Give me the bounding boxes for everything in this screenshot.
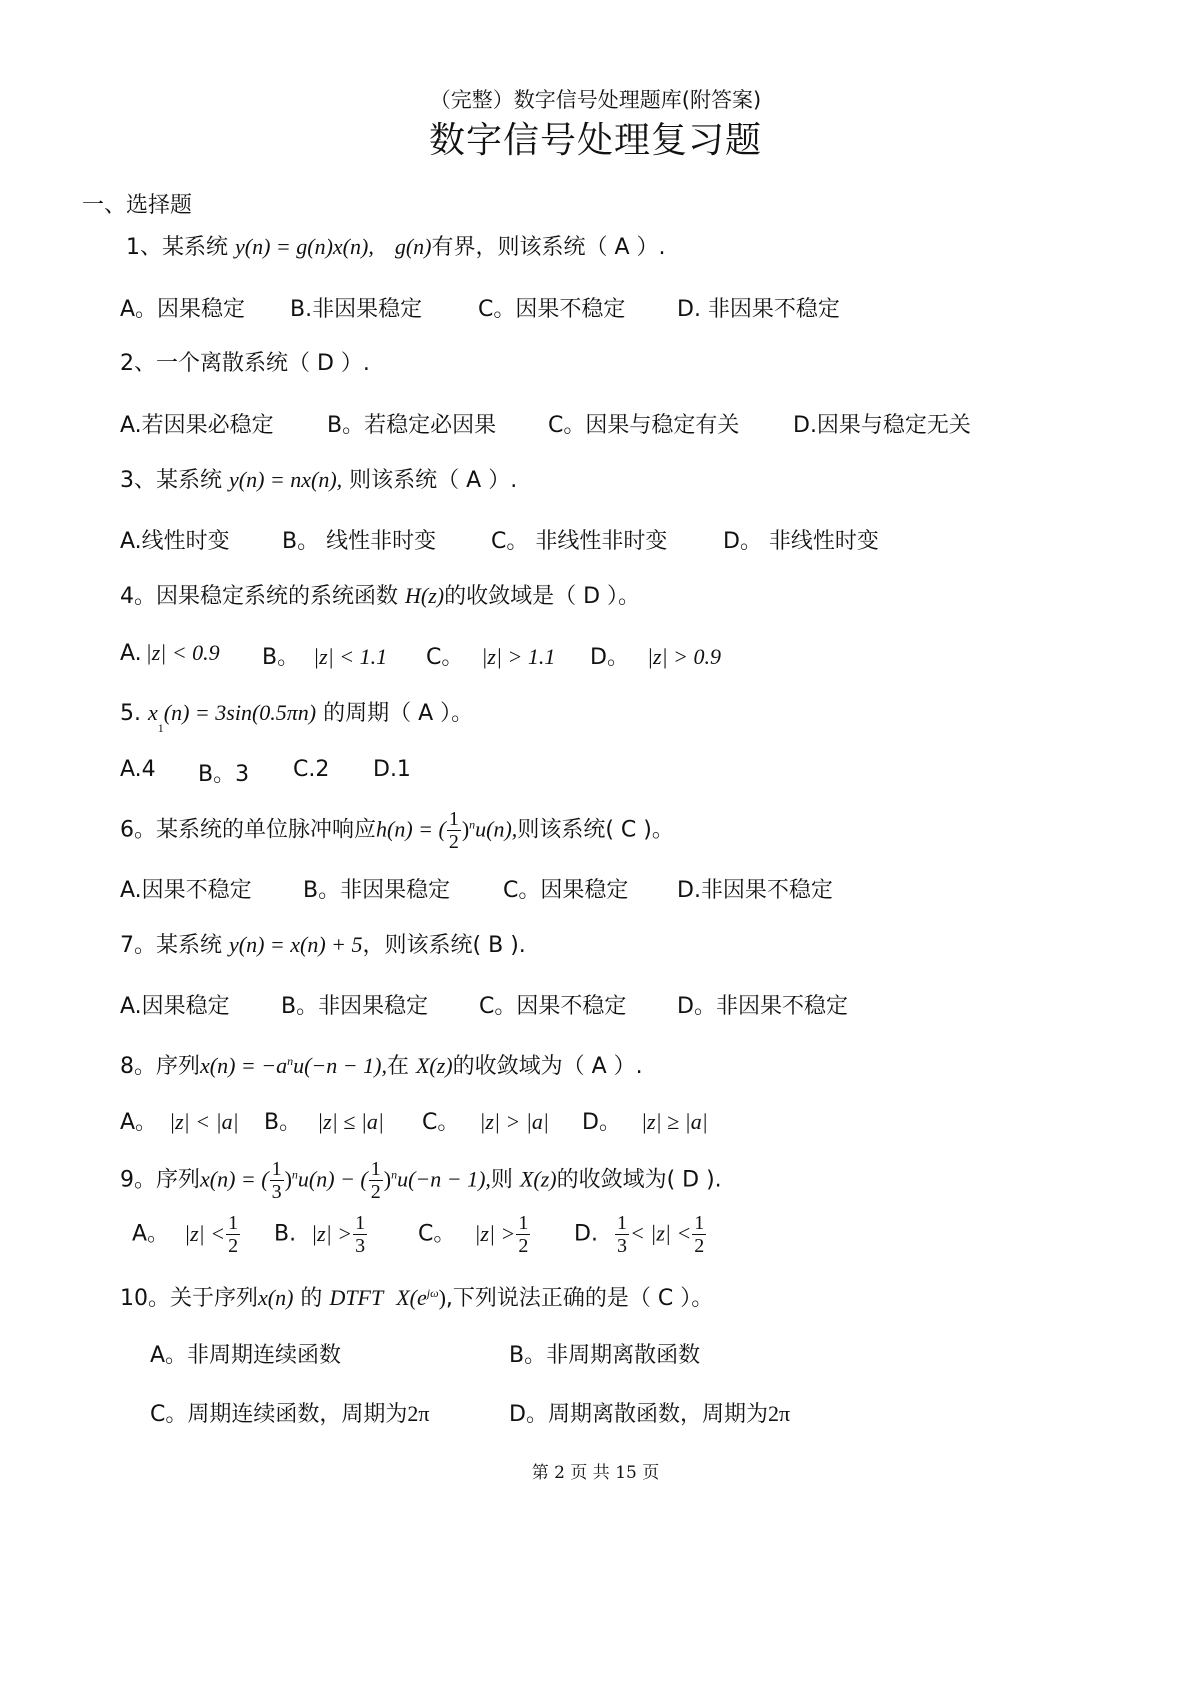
q1-option-a: A。因果稳定 [120, 297, 246, 322]
q10-option-d: D。周期离散函数，周期为2π [509, 1401, 791, 1427]
q2-option-d: D.因果与稳定无关 [793, 413, 971, 438]
q7-option-a: A.因果稳定 [120, 994, 230, 1019]
q1-formula: y(n) = g(n)x(n), [235, 234, 374, 259]
q1-option-b: B.非因果稳定 [290, 297, 423, 322]
q3-option-d: D。 非线性时变 [723, 529, 879, 554]
q1-prefix: 1、某系统 [126, 235, 228, 260]
q6-fraction: $\frac{1}{2}$ [448, 808, 459, 853]
question-7 [120, 930, 526, 961]
q9-suffix: 的收敛域为( D ). [556, 1167, 722, 1193]
section-heading: 一、选择题 [82, 193, 193, 218]
q3-option-b: B。 线性非时变 [282, 529, 437, 554]
q10-option-c: C。周期连续函数，周期为2π [150, 1401, 430, 1427]
question-2: 2、一个离散系统（ D ）. [120, 351, 370, 376]
q3-option-a: A.线性时变 [120, 529, 230, 554]
q5-option-a: A.4 [120, 757, 156, 782]
q4-option-b-formula: |z| < 1.1 [313, 644, 388, 669]
q8-prefix: 8。序列 [120, 1054, 200, 1079]
q5-option-d: D.1 [373, 757, 411, 782]
q4-option-b: B。 |z| < 1.1 [262, 644, 388, 670]
q8-option-a: A。 |z| < |a| [120, 1109, 239, 1135]
q1-suffix: 有界，则该系统（ A ）. [431, 235, 666, 260]
q9-option-d: D. $\frac{1}{3}$ < |z| < $\frac{1}{2}$ [574, 1212, 705, 1257]
q7-option-d: D。非因果不稳定 [677, 994, 848, 1019]
q9-option-b: B. |z| > $\frac{1}{3}$ [274, 1212, 366, 1257]
q6-suffix: 则该系统( C )。 [517, 817, 674, 843]
q3-formula: y(n) = nx(n), [229, 467, 343, 492]
q6-option-b: B。非因果稳定 [303, 878, 451, 903]
q3-suffix: 则该系统（ A ）. [342, 468, 518, 493]
q7-option-b: B。非因果稳定 [281, 994, 429, 1019]
q8-option-b-formula: |z| ≤ |a| [317, 1109, 384, 1134]
q6-option-d: D.非因果不稳定 [677, 878, 833, 903]
q1-cond: g(n) [394, 234, 432, 259]
q8-option-d-formula: |z| ≥ |a| [640, 1109, 708, 1134]
q4-option-a-formula: |z| < 0.9 [145, 640, 220, 665]
q4-prefix: 4。因果稳定系统的系统函数 [120, 584, 398, 609]
q4-option-d: D。 |z| > 0.9 [590, 644, 721, 670]
question-4 [120, 581, 640, 612]
page-title: 数字信号处理复习题 [428, 120, 762, 161]
q10-prefix: 10。关于序列 [120, 1286, 258, 1311]
q6-prefix: 6。某系统的单位脉冲响应 [120, 817, 376, 843]
document-title: （完整）数字信号处理题库(附答案) [429, 88, 762, 112]
q1-option-d: D. 非因果不稳定 [677, 297, 840, 322]
q7-option-c: C。因果不稳定 [479, 994, 627, 1019]
q2-option-c: C。因果与稳定有关 [548, 413, 740, 438]
q5-suffix: 的周期（ A ）。 [323, 701, 474, 726]
q2-option-a: A.若因果必稳定 [120, 413, 274, 438]
q7-suffix: ，则该系统( B ). [362, 933, 526, 958]
q8-option-c-formula: |z| > |a| [479, 1109, 549, 1134]
q10-option-b: B。非周期离散函数 [509, 1343, 701, 1368]
question-6: 6。某系统的单位脉冲响应h(n) = ( $\frac{1}{2}$ )$^n$u(n),则该系统( C )。 [120, 808, 674, 853]
q8-suffix: 的收敛域为（ A ）. [452, 1054, 643, 1079]
q8-option-c: C。 |z| > |a| [422, 1109, 549, 1135]
q4-option-d-formula: |z| > 0.9 [646, 644, 721, 669]
q4-option-c-formula: |z| > 1.1 [481, 644, 556, 669]
q5-option-c: C.2 [293, 757, 330, 782]
q5-option-b: B。3 [198, 762, 250, 787]
question-8: 8。序列$x(n) = -a^nu(-n - 1)$,在 X(z)的收敛域为（ A ）. [120, 1053, 643, 1079]
q4-option-c: C。 |z| > 1.1 [426, 644, 556, 670]
q4-option-a: A. |z| < 0.9 [120, 640, 220, 666]
q3-option-c: C。 非线性非时变 [491, 529, 668, 554]
q9-fraction-1: $\frac{1}{3}$ [271, 1158, 282, 1203]
question-1 [126, 232, 666, 263]
q10-suffix: ,下列说法正确的是（ C ）。 [445, 1286, 714, 1311]
q9-fraction-2: $\frac{1}{2}$ [370, 1158, 381, 1203]
q7-formula: y(n) = x(n) + 5 [229, 932, 363, 957]
q5-formula: (n) = 3sin(0.5πn) [163, 700, 317, 725]
q7-prefix: 7。某系统 [120, 933, 222, 958]
page-footer: 第 2 页 共 15 页 [531, 1463, 660, 1483]
question-3 [120, 465, 517, 496]
q10-option-a: A。非周期连续函数 [150, 1343, 342, 1368]
q6-option-c: C。因果稳定 [503, 878, 629, 903]
q9-option-c: C。 |z| > $\frac{1}{2}$ [418, 1212, 529, 1257]
q8-option-b: B。 |z| ≤ |a| [264, 1109, 384, 1135]
q4-suffix: 的收敛域是（ D ）。 [444, 584, 641, 609]
question-5: 5. $x_1(n) = 3\sin(0.5\pi n)$ 的周期（ A ）。 [120, 700, 474, 735]
q3-prefix: 3、某系统 [120, 468, 222, 493]
q4-formula: H(z) [405, 583, 445, 608]
q5-prefix: 5. [120, 701, 141, 726]
q2-option-b: B。若稳定必因果 [327, 413, 497, 438]
q6-option-a: A.因果不稳定 [120, 878, 252, 903]
q8-option-a-formula: |z| < |a| [169, 1109, 239, 1134]
q9-option-a: A。 |z| < $\frac{1}{2}$ [132, 1212, 239, 1257]
q9-prefix: 9。序列 [120, 1167, 200, 1193]
question-9: 9。序列x(n) = ( $\frac{1}{3}$ )$^n$u(n) − ( $\frac{1}{2}$ )$^n$u(−n − 1),则 X(z)的收敛域为( D ). [120, 1158, 722, 1203]
q8-option-d: D。 |z| ≥ |a| [582, 1109, 708, 1135]
question-10: 10。关于序列x(n) 的 DTFT $X(e^{j\omega})$,下列说法正确的是（ C ）。 [120, 1285, 714, 1311]
q1-option-c: C。因果不稳定 [478, 297, 626, 322]
